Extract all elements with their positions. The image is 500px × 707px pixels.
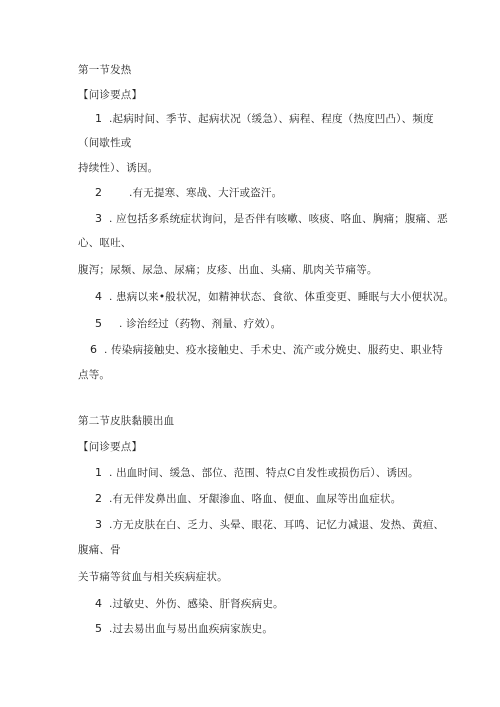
section-2-item-3-cont-1: 腹痛、骨	[78, 544, 121, 556]
item-number: 5	[95, 317, 103, 330]
section-2-item-3-cont-2: 关节痛等贫血与相关疾病症状。	[78, 571, 228, 583]
section-1-item-1	[95, 112, 434, 126]
item-number: 5	[95, 622, 103, 635]
item-text: . 诊治经过（药物、剂量、疗效）。	[119, 318, 282, 330]
section-2-item-5	[95, 622, 273, 636]
section-1-item-3-cont-1: 心、呕吐、	[78, 237, 132, 249]
section-2-item-2	[95, 492, 401, 506]
section-1-subtitle: 【问诊要点】	[78, 89, 143, 101]
section-2-item-1	[95, 466, 419, 480]
section-1-item-3-cont-2: 腹泻；尿频、尿急、尿痛；皮疹、出血、头痛、肌肉关节痛等。	[78, 264, 378, 276]
section-2-item-3	[95, 518, 444, 532]
section-1-item-4	[95, 290, 454, 304]
item-text: . 应包括多系统症状询问，是否伴有咳嗽、咳痰、咯血、胸痛；腹痛、恶	[109, 213, 448, 225]
item-number: 6	[90, 343, 98, 356]
item-number: 3	[95, 212, 103, 225]
item-number: 4	[95, 290, 103, 303]
item-number: 4	[95, 597, 103, 610]
section-2-item-4	[95, 597, 284, 611]
item-text: .有无伴发鼻出血、牙龈渗血、咯血、便血、血尿等出血症状。	[109, 493, 402, 505]
section-1-item-1-cont-2: 持续性）、诱因。	[78, 162, 159, 174]
item-number: 1	[95, 466, 103, 479]
item-number: 2	[95, 492, 103, 505]
section-1-item-5	[95, 317, 281, 331]
item-number: 1	[95, 112, 103, 125]
section-1-item-2	[95, 186, 282, 200]
item-text: .过敏史、外伤、感染、肝肾疾病史。	[109, 598, 284, 610]
item-text: . 传染病接触史、疫水接触史、手术史、流产或分娩史、服药史、职业特	[104, 344, 443, 356]
item-text: . 出血时间、缓急、部位、范围、特点C自发性或损伤后）、诱因。	[109, 467, 419, 479]
section-1-item-3	[95, 212, 448, 226]
section-1-item-6-cont-1: 点等。	[78, 369, 111, 381]
item-number: 3	[95, 518, 103, 531]
section-1-item-1-cont-1: （间歇性或	[78, 137, 132, 149]
item-text: . 患病以来•般状况，如精神状态、食欲、体重变更、睡眠与大小便状况。	[109, 291, 455, 303]
section-1-title: 第一节发热	[78, 64, 132, 76]
item-text: .方无皮肤在白、乏力、头晕、眼花、耳鸣、记忆力减退、发热、黄疸、	[109, 519, 445, 531]
section-2-subtitle: 【问诊要点】	[78, 441, 143, 453]
item-number: 2	[95, 186, 103, 199]
item-text: .有无提寒、寒战、大汗或盗汗。	[129, 187, 283, 199]
section-1-item-6	[90, 343, 443, 357]
section-2-title: 第二节皮肤黏膜出血	[78, 415, 175, 427]
item-text: .过去易出血与易出血疾病家族史。	[109, 623, 274, 635]
item-text: .起病时间、季节、起病状况（缓急）、病程、程度（热度凹凸）、频度	[109, 113, 434, 125]
